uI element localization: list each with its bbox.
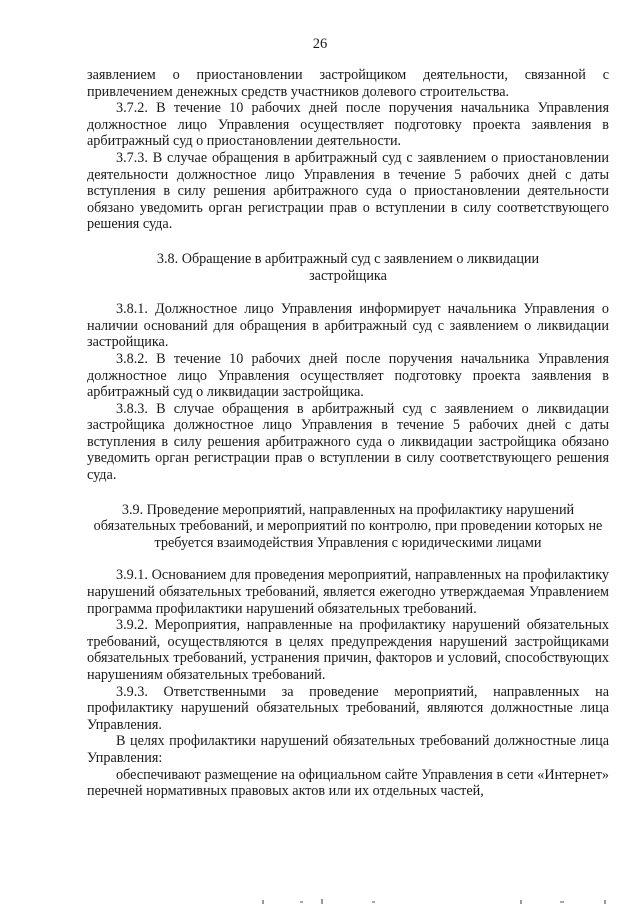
- scan-edge-marks: [0, 899, 640, 905]
- page-number: 26: [312, 36, 328, 52]
- paragraph-3-7-3: 3.7.3. В случае обращения в арбитражный суд с заявлением о приостановлении деятельности должностное лицо Управления в течение 5 рабочих дней с даты вступления в силу решения арбитражного суда о приостановлении деятельности обязано уведомить орган регистрации прав о вступлении в силу соответствующего решения суда.: [87, 149, 609, 233]
- paragraph-prevention-item-1: обеспечивают размещение на официальном сайте Управления в сети «Интернет» перечней нормативных правовых актов или их отдельных частей,: [87, 766, 609, 800]
- paragraph-3-7-1-end: заявлением о приостановлении застройщиком деятельности, связанной с привлечением денежных средств участников долевого строительства.: [87, 67, 609, 100]
- paragraph-3-9-2: 3.9.2. Мероприятия, направленные на профилактику нарушений обязательных требований, осуществляются в целях предупреждения нарушений застройщиками обязательных требований, устранения причин, факторов и условий, способствующих нарушениям обязательных требований.: [87, 617, 609, 683]
- paragraph-prevention-intro: В целях профилактики нарушений обязательных требований должностные лица Управления:: [87, 733, 609, 766]
- section-heading-3-9: 3.9. Проведение мероприятий, направленных на профилактику нарушений обязательных требований, и мероприятий по контролю, при проведении которых не требуется взаимодействия Управления с юридическими лицами: [93, 501, 603, 551]
- section-heading-3-8: 3.8. Обращение в арбитражный суд с заявлением о ликвидации застройщика: [156, 250, 540, 284]
- paragraph-3-7-2: 3.7.2. В течение 10 рабочих дней после поручения начальника Управления должностное лицо Управления осуществляет подготовку проекта заявления в арбитражный суд о приостановлении деятельности.: [87, 100, 609, 150]
- document-body: [87, 67, 609, 800]
- paragraph-3-8-1: 3.8.1. Должностное лицо Управления информирует начальника Управления о наличии оснований для обращения в арбитражный суд с заявлением о ликвидации застройщика.: [87, 301, 609, 351]
- paragraph-3-9-3: 3.9.3. Ответственными за проведение мероприятий, направленных на профилактику нарушений обязательных требований, являются должностные лица Управления.: [87, 683, 609, 733]
- paragraph-3-8-3: 3.8.3. В случае обращения в арбитражный суд с заявлением о ликвидации застройщика должностное лицо Управления в течение 5 рабочих дней с даты вступления в силу решения арбитражного суда о ликвидации застройщика обязано уведомить орган регистрации прав о вступлении в силу соответствующего решения суда.: [87, 400, 609, 484]
- paragraph-3-9-1: 3.9.1. Основанием для проведения мероприятий, направленных на профилактику нарушений обязательных требований, является ежегодно утверждаемая Управлением программа профилактики нарушений обязательных требований.: [87, 567, 609, 617]
- paragraph-3-8-2: 3.8.2. В течение 10 рабочих дней после поручения начальника Управления должностное лицо Управления осуществляет подготовку проекта заявления в арбитражный суд о ликвидации застройщика.: [87, 350, 609, 401]
